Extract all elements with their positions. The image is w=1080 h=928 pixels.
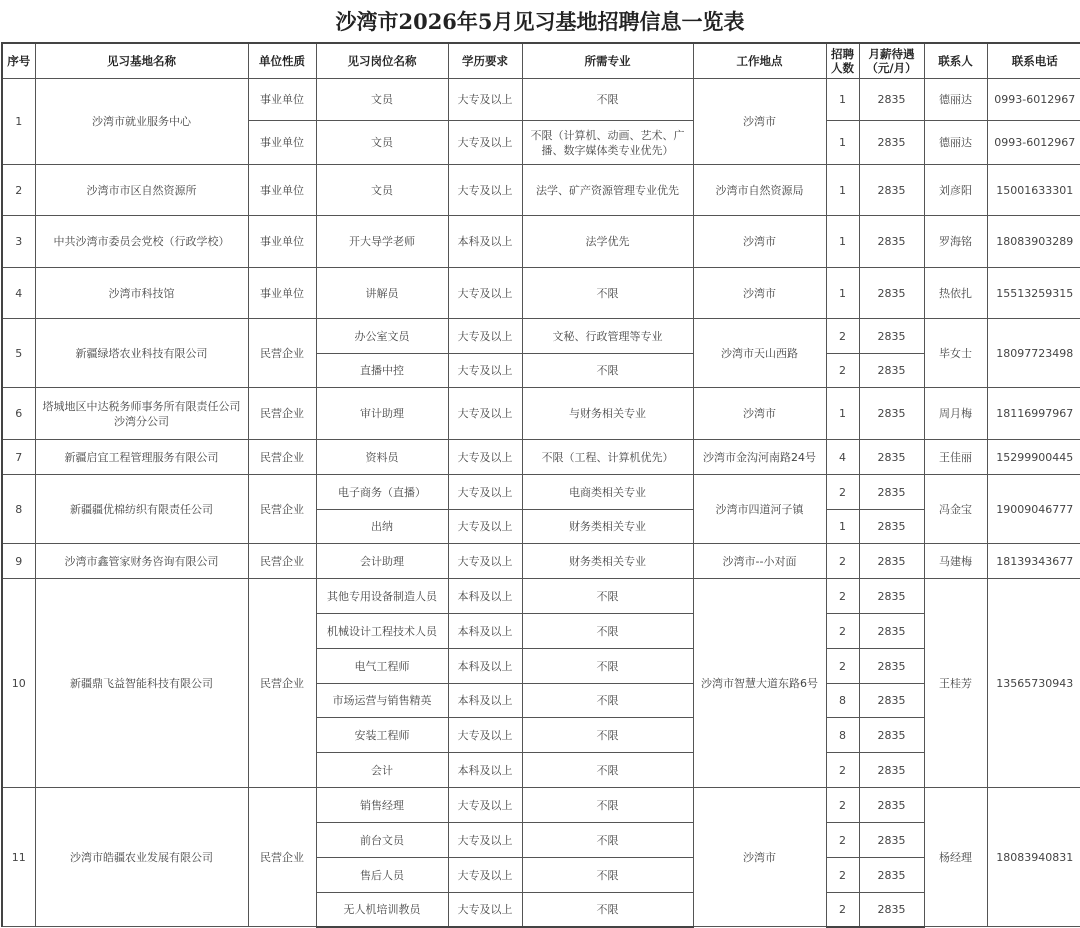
cell-edu: 大专及以上 (448, 544, 522, 579)
cell-position: 机械设计工程技术人员 (316, 614, 448, 649)
cell-contact: 马建梅 (924, 544, 987, 579)
cell-position: 销售经理 (316, 788, 448, 823)
header-major: 所需专业 (522, 43, 693, 79)
cell-count: 2 (826, 823, 859, 858)
cell-position: 开大导学老师 (316, 216, 448, 268)
cell-nature: 民营企业 (248, 788, 316, 927)
cell-major: 不限 (522, 354, 693, 388)
cell-major: 不限 (522, 858, 693, 893)
cell-seq: 5 (2, 319, 35, 388)
cell-location: 沙湾市自然资源局 (693, 165, 826, 216)
cell-edu: 本科及以上 (448, 649, 522, 684)
cell-seq: 2 (2, 165, 35, 216)
table-row (2, 79, 1080, 121)
cell-major: 不限 (522, 268, 693, 319)
cell-phone: 18139343677 (987, 544, 1080, 579)
cell-position: 会计助理 (316, 544, 448, 579)
cell-contact: 热依扎 (924, 268, 987, 319)
cell-count: 1 (826, 121, 859, 165)
cell-count: 1 (826, 216, 859, 268)
cell-nature: 事业单位 (248, 216, 316, 268)
cell-seq: 7 (2, 440, 35, 475)
cell-phone: 18116997967 (987, 388, 1080, 440)
cell-count: 4 (826, 440, 859, 475)
cell-major: 不限 (522, 788, 693, 823)
cell-nature: 民营企业 (248, 544, 316, 579)
cell-position: 其他专用设备制造人员 (316, 579, 448, 614)
cell-count: 8 (826, 684, 859, 718)
cell-base: 沙湾市就业服务中心 (35, 79, 248, 165)
recruitment-table (1, 42, 1080, 928)
cell-contact: 王佳丽 (924, 440, 987, 475)
cell-major: 不限（工程、计算机优先） (522, 440, 693, 475)
cell-salary: 2835 (859, 510, 924, 544)
cell-salary: 2835 (859, 79, 924, 121)
table-row (2, 440, 1080, 475)
cell-salary: 2835 (859, 753, 924, 788)
cell-contact: 毕女士 (924, 319, 987, 388)
cell-salary: 2835 (859, 475, 924, 510)
cell-salary: 2835 (859, 684, 924, 718)
cell-nature: 民营企业 (248, 388, 316, 440)
cell-count: 2 (826, 858, 859, 893)
cell-position: 资料员 (316, 440, 448, 475)
cell-nature: 民营企业 (248, 440, 316, 475)
cell-position: 售后人员 (316, 858, 448, 893)
cell-nature: 事业单位 (248, 121, 316, 165)
cell-position: 出纳 (316, 510, 448, 544)
cell-salary: 2835 (859, 440, 924, 475)
cell-count: 2 (826, 354, 859, 388)
cell-salary: 2835 (859, 579, 924, 614)
cell-edu: 大专及以上 (448, 823, 522, 858)
cell-position: 文员 (316, 121, 448, 165)
cell-location: 沙湾市 (693, 216, 826, 268)
cell-base: 新疆鼎飞益智能科技有限公司 (35, 579, 248, 788)
header-location: 工作地点 (693, 43, 826, 79)
cell-count: 1 (826, 388, 859, 440)
cell-major: 电商类相关专业 (522, 475, 693, 510)
cell-count: 2 (826, 788, 859, 823)
header-base: 见习基地名称 (35, 43, 248, 79)
cell-phone: 15299900445 (987, 440, 1080, 475)
cell-contact: 罗海铭 (924, 216, 987, 268)
cell-nature: 事业单位 (248, 268, 316, 319)
cell-major: 财务类相关专业 (522, 544, 693, 579)
cell-edu: 本科及以上 (448, 579, 522, 614)
cell-contact: 王桂芳 (924, 579, 987, 788)
cell-base: 沙湾市市区自然资源所 (35, 165, 248, 216)
cell-edu: 大专及以上 (448, 165, 522, 216)
cell-location: 沙湾市 (693, 388, 826, 440)
cell-position: 市场运营与销售精英 (316, 684, 448, 718)
cell-base: 沙湾市科技馆 (35, 268, 248, 319)
cell-major: 文秘、行政管理等专业 (522, 319, 693, 354)
table-row (2, 544, 1080, 579)
cell-count: 2 (826, 753, 859, 788)
cell-seq: 1 (2, 79, 35, 165)
cell-edu: 大专及以上 (448, 718, 522, 753)
cell-major: 法学、矿产资源管理专业优先 (522, 165, 693, 216)
cell-edu: 大专及以上 (448, 440, 522, 475)
table-header-row (2, 43, 1080, 79)
table-row (2, 165, 1080, 216)
cell-seq: 9 (2, 544, 35, 579)
cell-major: 法学优先 (522, 216, 693, 268)
cell-position: 电子商务（直播） (316, 475, 448, 510)
header-edu: 学历要求 (448, 43, 522, 79)
cell-phone: 0993-6012967 (987, 79, 1080, 121)
cell-major: 不限 (522, 579, 693, 614)
cell-position: 直播中控 (316, 354, 448, 388)
cell-edu: 本科及以上 (448, 684, 522, 718)
cell-nature: 事业单位 (248, 79, 316, 121)
cell-contact: 德丽达 (924, 121, 987, 165)
cell-base: 中共沙湾市委员会党校（行政学校） (35, 216, 248, 268)
cell-edu: 大专及以上 (448, 893, 522, 927)
cell-edu: 大专及以上 (448, 268, 522, 319)
cell-location: 沙湾市智慧大道东路6号 (693, 579, 826, 788)
cell-seq: 8 (2, 475, 35, 544)
cell-edu: 大专及以上 (448, 354, 522, 388)
cell-salary: 2835 (859, 319, 924, 354)
cell-count: 8 (826, 718, 859, 753)
cell-edu: 大专及以上 (448, 788, 522, 823)
cell-base: 新疆疆优棉纺织有限责任公司 (35, 475, 248, 544)
cell-edu: 大专及以上 (448, 388, 522, 440)
cell-count: 2 (826, 614, 859, 649)
table-row (2, 788, 1080, 823)
cell-nature: 事业单位 (248, 165, 316, 216)
cell-base: 沙湾市皓疆农业发展有限公司 (35, 788, 248, 927)
table-row (2, 475, 1080, 510)
page-title: 沙湾市2026年5月见习基地招聘信息一览表 (335, 9, 745, 34)
cell-location: 沙湾市 (693, 79, 826, 165)
cell-nature: 民营企业 (248, 319, 316, 388)
cell-position: 审计助理 (316, 388, 448, 440)
table-row (2, 319, 1080, 354)
cell-salary: 2835 (859, 858, 924, 893)
table-row (2, 268, 1080, 319)
cell-count: 1 (826, 79, 859, 121)
cell-edu: 本科及以上 (448, 216, 522, 268)
cell-position: 会计 (316, 753, 448, 788)
cell-location: 沙湾市金沟河南路24号 (693, 440, 826, 475)
cell-count: 1 (826, 268, 859, 319)
cell-phone: 13565730943 (987, 579, 1080, 788)
cell-seq: 3 (2, 216, 35, 268)
header-count: 招聘人数 (826, 43, 859, 79)
header-phone: 联系电话 (987, 43, 1080, 79)
cell-salary: 2835 (859, 893, 924, 927)
cell-position: 文员 (316, 165, 448, 216)
cell-count: 1 (826, 510, 859, 544)
cell-phone: 0993-6012967 (987, 121, 1080, 165)
cell-position: 无人机培训教员 (316, 893, 448, 927)
cell-count: 2 (826, 544, 859, 579)
cell-salary: 2835 (859, 121, 924, 165)
cell-salary: 2835 (859, 388, 924, 440)
cell-base: 塔城地区中达税务师事务所有限责任公司沙湾分公司 (35, 388, 248, 440)
cell-salary: 2835 (859, 354, 924, 388)
cell-location: 沙湾市 (693, 788, 826, 927)
cell-count: 2 (826, 649, 859, 684)
table-row (2, 388, 1080, 440)
cell-count: 2 (826, 475, 859, 510)
cell-position: 安装工程师 (316, 718, 448, 753)
cell-position: 讲解员 (316, 268, 448, 319)
cell-contact: 杨经理 (924, 788, 987, 927)
table-row (2, 579, 1080, 614)
header-nature: 单位性质 (248, 43, 316, 79)
cell-contact: 刘彦阳 (924, 165, 987, 216)
header-seq: 序号 (2, 43, 35, 79)
cell-major: 不限 (522, 753, 693, 788)
cell-base: 新疆启宜工程管理服务有限公司 (35, 440, 248, 475)
cell-salary: 2835 (859, 544, 924, 579)
cell-count: 2 (826, 893, 859, 927)
cell-edu: 大专及以上 (448, 319, 522, 354)
cell-base: 新疆绿塔农业科技有限公司 (35, 319, 248, 388)
cell-salary: 2835 (859, 718, 924, 753)
cell-phone: 15001633301 (987, 165, 1080, 216)
header-contact: 联系人 (924, 43, 987, 79)
cell-edu: 大专及以上 (448, 475, 522, 510)
cell-position: 办公室文员 (316, 319, 448, 354)
cell-contact: 冯金宝 (924, 475, 987, 544)
cell-salary: 2835 (859, 268, 924, 319)
cell-phone: 19009046777 (987, 475, 1080, 544)
cell-seq: 11 (2, 788, 35, 927)
cell-phone: 18083940831 (987, 788, 1080, 927)
cell-salary: 2835 (859, 823, 924, 858)
cell-location: 沙湾市天山西路 (693, 319, 826, 388)
cell-contact: 周月梅 (924, 388, 987, 440)
cell-salary: 2835 (859, 216, 924, 268)
cell-major: 不限 (522, 684, 693, 718)
cell-edu: 本科及以上 (448, 753, 522, 788)
cell-phone: 18097723498 (987, 319, 1080, 388)
cell-location: 沙湾市--小对面 (693, 544, 826, 579)
header-salary: 月薪待遇（元/月） (859, 43, 924, 79)
cell-salary: 2835 (859, 649, 924, 684)
cell-seq: 10 (2, 579, 35, 788)
cell-base: 沙湾市鑫管家财务咨询有限公司 (35, 544, 248, 579)
cell-location: 沙湾市 (693, 268, 826, 319)
cell-position: 文员 (316, 79, 448, 121)
table-row (2, 216, 1080, 268)
cell-seq: 4 (2, 268, 35, 319)
cell-edu: 本科及以上 (448, 614, 522, 649)
cell-position: 电气工程师 (316, 649, 448, 684)
cell-major: 财务类相关专业 (522, 510, 693, 544)
cell-major: 不限 (522, 893, 693, 927)
cell-position: 前台文员 (316, 823, 448, 858)
header-position: 见习岗位名称 (316, 43, 448, 79)
cell-salary: 2835 (859, 614, 924, 649)
cell-edu: 大专及以上 (448, 510, 522, 544)
cell-nature: 民营企业 (248, 475, 316, 544)
cell-count: 2 (826, 579, 859, 614)
cell-salary: 2835 (859, 788, 924, 823)
cell-edu: 大专及以上 (448, 121, 522, 165)
cell-location: 沙湾市四道河子镇 (693, 475, 826, 544)
cell-major: 不限 (522, 823, 693, 858)
cell-seq: 6 (2, 388, 35, 440)
cell-edu: 大专及以上 (448, 79, 522, 121)
cell-major: 不限 (522, 718, 693, 753)
cell-major: 不限 (522, 614, 693, 649)
cell-major: 不限 (522, 79, 693, 121)
cell-salary: 2835 (859, 165, 924, 216)
cell-edu: 大专及以上 (448, 858, 522, 893)
cell-count: 1 (826, 165, 859, 216)
cell-major: 不限（计算机、动画、艺术、广播、数字媒体类专业优先） (522, 121, 693, 165)
cell-phone: 18083903289 (987, 216, 1080, 268)
cell-major: 不限 (522, 649, 693, 684)
cell-phone: 15513259315 (987, 268, 1080, 319)
cell-count: 2 (826, 319, 859, 354)
cell-major: 与财务相关专业 (522, 388, 693, 440)
cell-contact: 德丽达 (924, 79, 987, 121)
cell-nature: 民营企业 (248, 579, 316, 788)
